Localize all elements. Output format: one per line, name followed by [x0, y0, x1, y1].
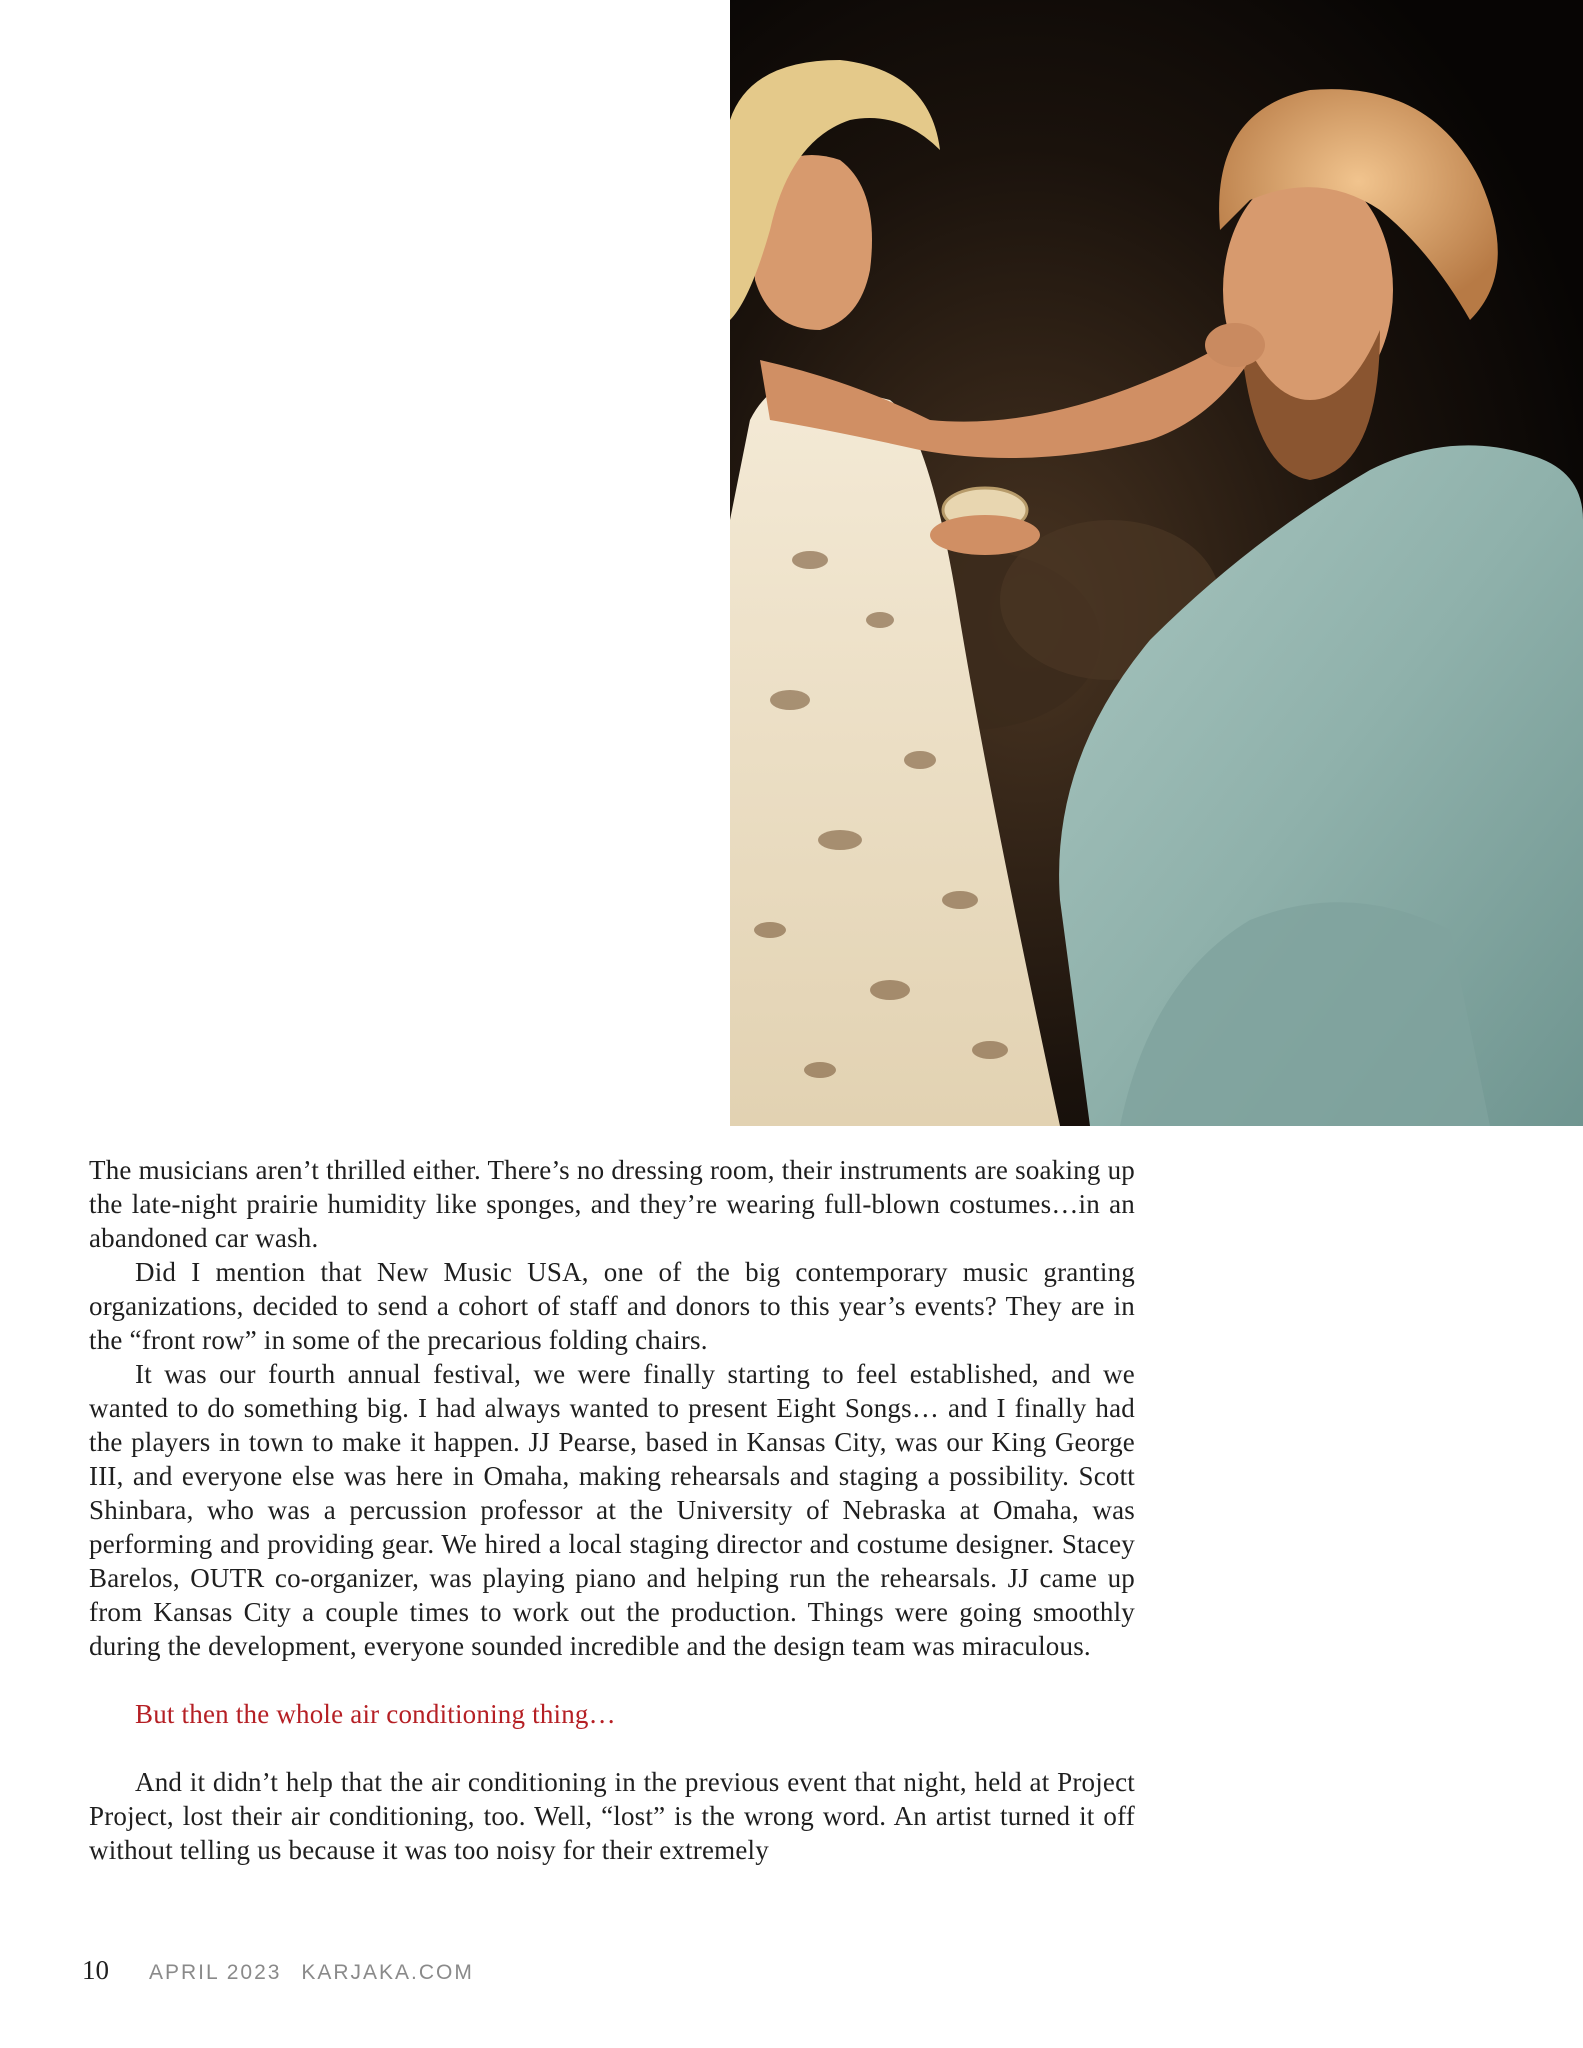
woman-hand [1205, 323, 1265, 367]
paragraph: The musicians aren’t thrilled either. There’s no dressing room, their instruments are soaking up the late-night prairie humidity like sponges, and they’re wearing full-blown costumes…in an abandoned car wash. [89, 1155, 1135, 1253]
article-body [89, 1153, 1135, 1867]
paragraph: It was our fourth annual festival, we were finally starting to feel established, and we wanted to do something big. I had always wanted to present Eight Songs… and I finally had the players in town to make it happen. JJ Pearse, based in Kansas City, was our King George III, and everyone else was here in Omaha, making rehearsals and staging a possibility. Scott Shinbara, who was a percussion professor at the University of Nebraska at Omaha, was performing and providing gear. We hired a local staging director and costume designer. Stacey Barelos, OUTR co-organizer, was playing piano and helping run the rehearsals. JJ came up from Kansas City a couple times to work out the production. Things were going smoothly during the development, everyone sounded incredible and the design team was miraculous. [89, 1359, 1135, 1661]
pull-quote: But then the whole air conditioning thing… [135, 1699, 616, 1729]
site-name: KARJAKA.COM [301, 1961, 474, 1984]
article-photo [730, 0, 1583, 1126]
paragraph: And it didn’t help that the air conditioning in the previous event that night, held at Project Project, lost their air conditioning, too. Well, “lost” is the wrong word. An artist turned it off without telling us because it was too noisy for their extremely [89, 1767, 1135, 1865]
paragraph: Did I mention that New Music USA, one of the big contemporary music granting organizations, decided to send a cohort of staff and donors to this year’s events? They are in the “front row” in some of the precarious folding chairs. [89, 1257, 1135, 1355]
page-number: 10 [82, 1955, 109, 1985]
issue-line [149, 1961, 474, 1985]
photo-makeup-scene [730, 0, 1583, 1126]
issue-date: APRIL 2023 [149, 1961, 282, 1984]
page-footer [82, 1955, 474, 1989]
woman-hand [930, 515, 1040, 555]
